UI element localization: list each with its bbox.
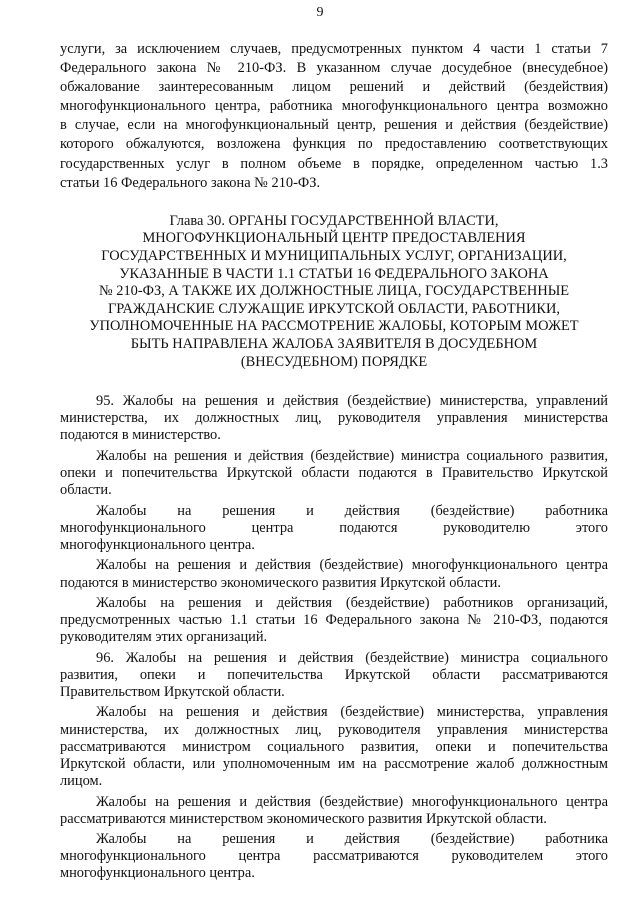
chapter-heading: [60, 213, 608, 371]
paragraph-96: [60, 650, 608, 702]
paragraph-95: [60, 393, 608, 445]
heading-line: ГРАЖДАНСКИЕ СЛУЖАЩИЕ ИРКУТСКОЙ ОБЛАСТИ, РАБОТНИКИ,: [107, 300, 560, 317]
text-line: Жалобы на решения и действия (бездействие) многофункционального центра: [96, 557, 608, 574]
text-line: руководителям этих организаций.: [60, 629, 268, 646]
paragraph: [60, 704, 608, 790]
text-line: Иркутской области, или уполномоченным им на рассмотрение жалоб должностным: [60, 755, 608, 772]
text-line: 96. Жалобы на решения и действия (бездействие) министра социального: [96, 649, 608, 666]
text-line: Жалобы на решения и действия (бездействие) министра социального развития,: [96, 447, 608, 464]
text-line: министерства, их должностных лиц, руководителя управления министерства: [60, 410, 608, 427]
text-line: услуги, за исключением случаев, предусмотренных пунктом 4 части 1 статьи 7: [60, 41, 608, 57]
heading-line: (ВНЕСУДЕБНОМ) ПОРЯДКЕ: [240, 353, 428, 370]
page-number: 9: [316, 5, 324, 20]
text-line: многофункционального центра рассматриваются руководителем этого: [60, 848, 608, 865]
heading-line: УКАЗАННЫЕ В ЧАСТИ 1.1 СТАТЬИ 16 ФЕДЕРАЛЬНОГО ЗАКОНА: [119, 265, 549, 282]
text-line: Федерального закона № 210-ФЗ. В указанном случае досудебное (внесудебное): [60, 60, 608, 77]
heading-line: Глава 30. ОРГАНЫ ГОСУДАРСТВЕННОЙ ВЛАСТИ,: [169, 212, 499, 229]
paragraph: [60, 557, 608, 591]
text-line: которого обжалуются, возложена функция по предоставлению соответствующих: [60, 136, 608, 153]
text-line: обжалование заинтересованным лицом решений и действий (бездействия): [60, 79, 608, 96]
text-line: области.: [60, 482, 112, 499]
text-line: лицом.: [60, 773, 103, 790]
text-line: рассматриваются министерством экономического развития Иркутской области.: [60, 810, 547, 827]
paragraph: [60, 448, 608, 500]
heading-line: № 210-ФЗ, А ТАКЖЕ ИХ ДОЛЖНОСТНЫЕ ЛИЦА, ГОСУДАРСТВЕННЫЕ: [98, 283, 570, 300]
paragraph: [60, 831, 608, 883]
text-line: многофункционального центра, работника многофункционального центра возможно: [60, 98, 608, 115]
heading-line: УПОЛНОМОЧЕННЫЕ НА РАССМОТРЕНИЕ ЖАЛОБЫ, КОТОРЫМ МОЖЕТ: [89, 318, 579, 335]
heading-line: МНОГОФУНКЦИОНАЛЬНЫЙ ЦЕНТР ПРЕДОСТАВЛЕНИЯ: [142, 230, 526, 247]
heading-line: БЫТЬ НАПРАВЛЕНА ЖАЛОБА ЗАЯВИТЕЛЯ В ДОСУДЕБНОМ: [130, 335, 538, 352]
document-body: [60, 40, 608, 886]
text-line: министерства, их должностных лиц, руководителя управления министерства: [60, 721, 608, 738]
text-line: многофункционального центра.: [60, 865, 255, 882]
text-line: 95. Жалобы на решения и действия (бездействие) министерства, управлений: [96, 393, 608, 410]
text-line: государственных услуг в полном объеме в порядке, определенном частью 1.3: [60, 155, 608, 172]
text-line: Жалобы на решения и действия (бездействие) министерства, управления: [96, 704, 608, 721]
intro-paragraph: [60, 40, 608, 193]
text-line: Правительством Иркутской области.: [60, 684, 285, 701]
text-line: рассматриваются министром социального развития, опеки и попечительства: [60, 738, 608, 755]
paragraph: [60, 595, 608, 647]
text-line: многофункционального центра подаются руководителю этого: [60, 519, 608, 536]
text-line: Жалобы на решения и действия (бездействие) работника: [96, 831, 608, 848]
text-line: в случае, если на многофункциональный центр, решения и действия (бездействие): [60, 117, 608, 134]
text-line: Жалобы на решения и действия (бездействие) многофункционального центра: [96, 793, 608, 810]
text-line: подаются в министерство экономического развития Иркутской области.: [60, 574, 501, 591]
text-line: развития, опеки и попечительства Иркутской области рассматриваются: [60, 666, 608, 683]
heading-line: ГОСУДАРСТВЕННЫХ И МУНИЦИПАЛЬНЫХ УСЛУГ, ОРГАНИЗАЦИИ,: [101, 247, 567, 264]
text-line: статьи 16 Федерального закона № 210-ФЗ.: [60, 174, 321, 191]
paragraph: [60, 794, 608, 828]
text-line: опеки и попечительства Иркутской области подаются в Правительство Иркутской: [60, 465, 608, 482]
text-line: подаются в министерство.: [60, 427, 221, 444]
text-line: Жалобы на решения и действия (бездействие) работников организаций,: [96, 594, 608, 611]
text-line: предусмотренных частью 1.1 статьи 16 Федерального закона № 210-ФЗ, подаются: [60, 612, 608, 629]
text-line: многофункционального центра.: [60, 536, 255, 553]
text-line: Жалобы на решения и действия (бездействие) работника: [96, 502, 608, 519]
paragraph: [60, 503, 608, 555]
